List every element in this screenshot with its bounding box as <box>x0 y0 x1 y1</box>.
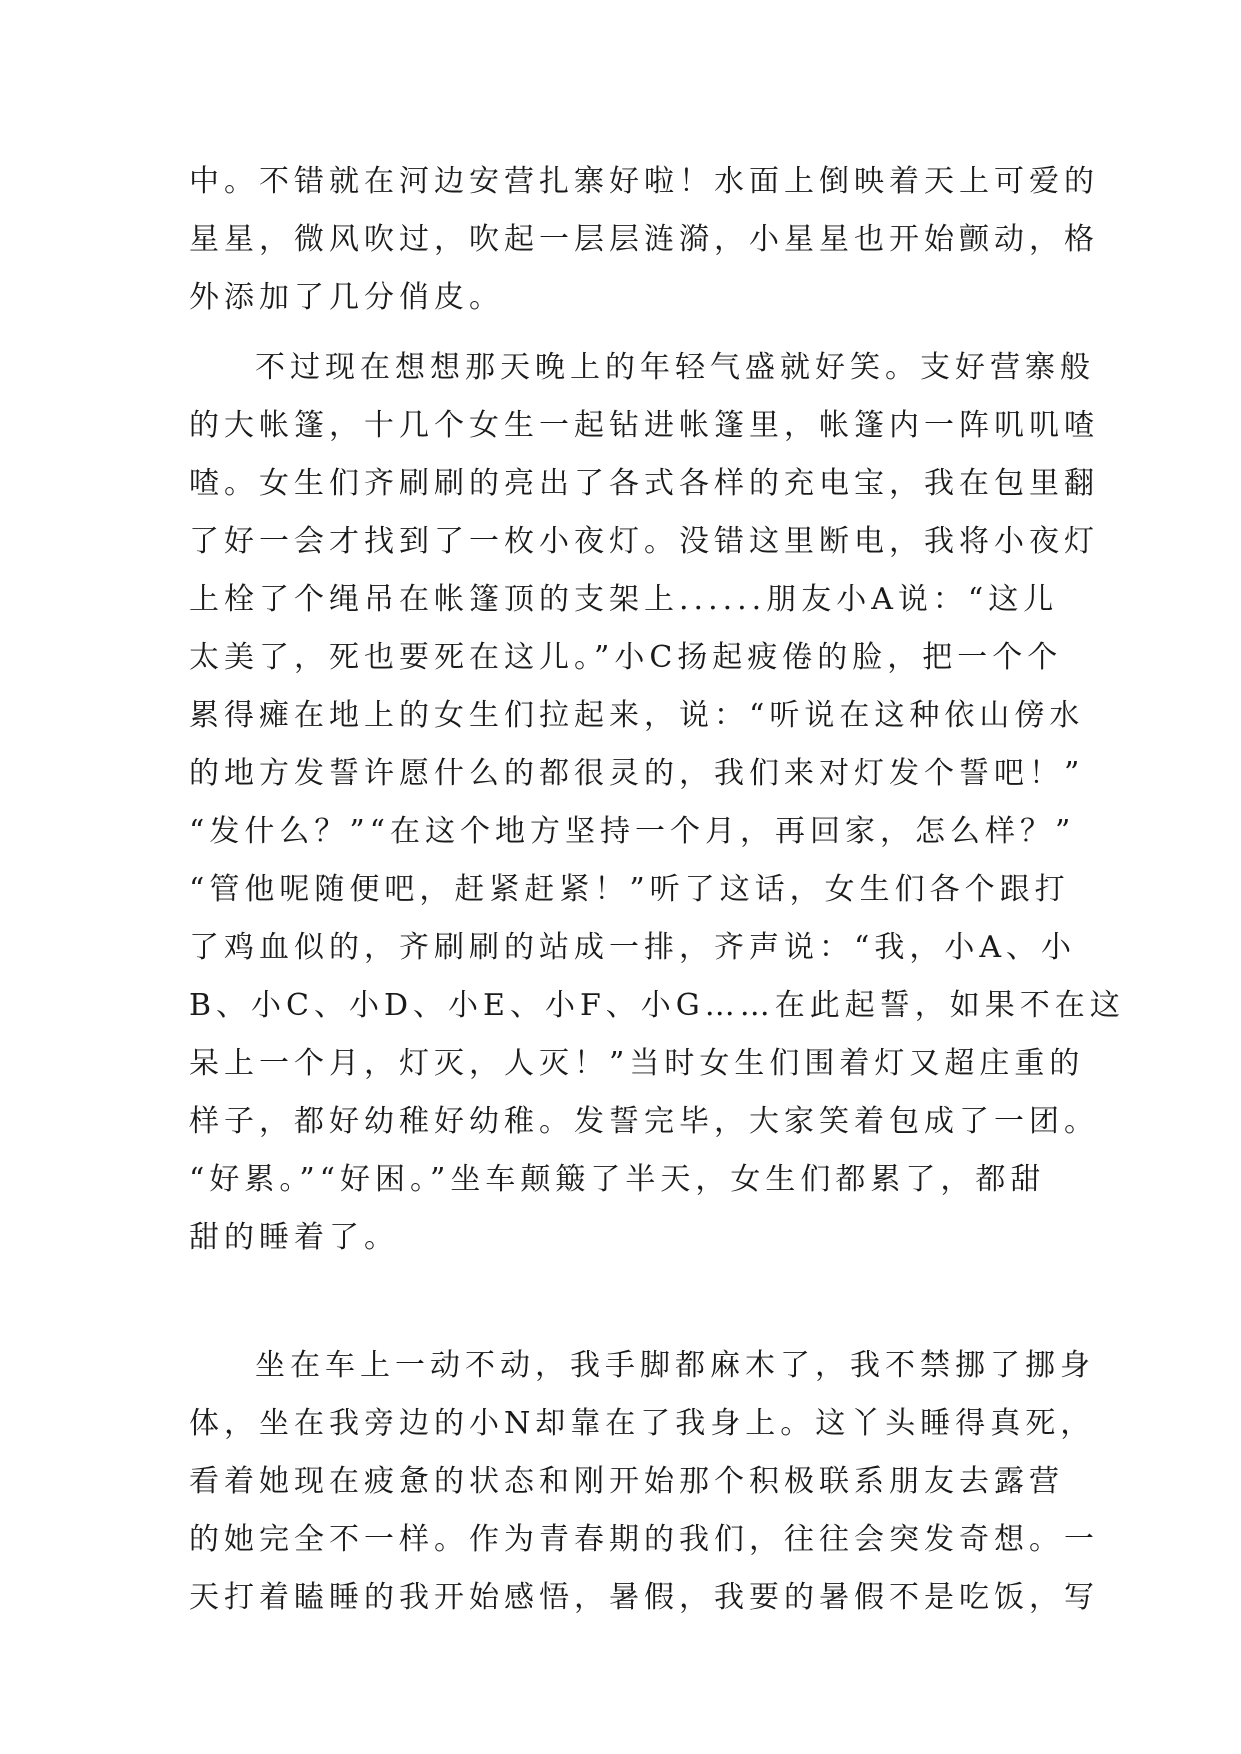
text-line <box>189 1267 1059 1325</box>
paragraph-3 <box>189 1337 1099 1627</box>
text-line: 了好一会才找到了一枚小夜灯。没错这里断电，我将小夜灯 <box>189 524 1099 559</box>
text-line: 的她完全不一样。作为青春期的我们，往往会突发奇想。一 <box>189 1522 1099 1557</box>
text-line: 样子，都好幼稚好幼稚。发誓完毕，大家笑着包成了一团。 <box>189 1104 1099 1139</box>
text-line: 累得瘫在地上的女生们拉起来，说：“听说在这种依山傍水 <box>189 698 1085 733</box>
text-line: 呆上一个月，灯灭，人灭！”当时女生们围着灯又超庄重的 <box>189 1046 1085 1081</box>
text-line: 了鸡血似的，齐刷刷的站成一排，齐声说：“我，小A、小 <box>189 930 1077 965</box>
text-line: 看着她现在疲惫的状态和刚开始那个积极联系朋友去露营 <box>189 1464 1064 1499</box>
text-line: 喳。女生们齐刷刷的亮出了各式各样的充电宝，我在包里翻 <box>189 466 1099 501</box>
text-line: “发什么？”“在这个地方坚持一个月，再回家，怎么样？” <box>189 814 1076 849</box>
text-line: 甜的睡着了。 <box>189 1220 399 1255</box>
text-line: 上栓了个绳吊在帐篷顶的支架上......朋友小A说：“这儿 <box>189 582 1059 617</box>
text-line: 不过现在想想那天晚上的年轻气盛就好笑。支好营寨般 <box>255 350 1095 385</box>
text-line: “好累。”“好困。”坐车颠簸了半天，女生们都累了，都甜 <box>189 1162 1046 1197</box>
document-body <box>189 153 1125 1627</box>
text-line: 星星，微风吹过，吹起一层层涟漪，小星星也开始颤动，格 <box>189 222 1099 257</box>
text-line: “管他呢随便吧，赶紧赶紧！”听了这话，女生们各个跟打 <box>189 872 1070 907</box>
text-line: 外添加了几分俏皮。 <box>189 280 504 315</box>
paragraph-2 <box>189 339 1125 1325</box>
text-line: B、小C、小D、小E、小F、小G……在此起誓，如果不在这 <box>189 988 1125 1023</box>
text-line: 的地方发誓许愿什么的都很灵的，我们来对灯发个誓吧！” <box>189 756 1085 791</box>
text-line: 体，坐在我旁边的小N却靠在了我身上。这丫头睡得真死， <box>189 1406 1096 1441</box>
paragraph-1 <box>189 153 1099 327</box>
text-line: 太美了，死也要死在这儿。”小C扬起疲倦的脸，把一个个 <box>189 640 1063 675</box>
text-line: 坐在车上一动不动，我手脚都麻木了，我不禁挪了挪身 <box>255 1348 1095 1383</box>
text-line: 的大帐篷，十几个女生一起钻进帐篷里，帐篷内一阵叽叽喳 <box>189 408 1099 443</box>
text-line: 天打着瞌睡的我开始感悟，暑假，我要的暑假不是吃饭，写 <box>189 1580 1099 1615</box>
text-line: 中。不错就在河边安营扎寨好啦！水面上倒映着天上可爱的 <box>189 164 1099 199</box>
